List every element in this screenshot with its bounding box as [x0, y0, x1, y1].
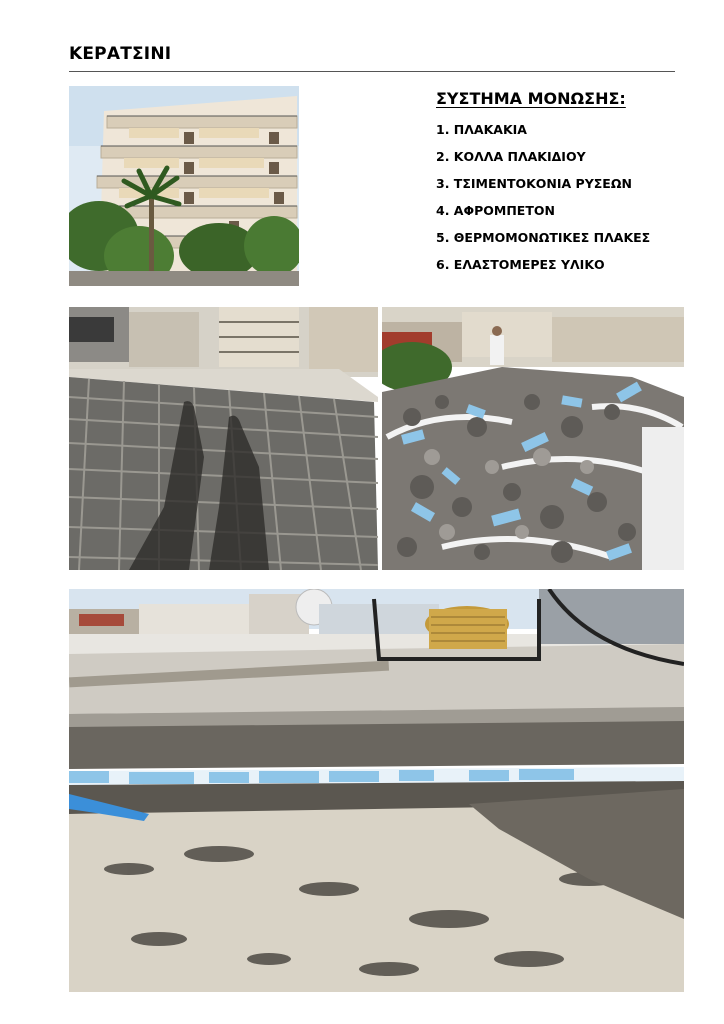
system-layers-list [436, 122, 686, 284]
list-item: 4. ΑΦΡΟΜΠΕΤΟΝ [436, 203, 555, 218]
list-item: 3. ΤΣΙΜΕΝΤΟΚΟΝΙΑ ΡΥΣΕΩΝ [436, 176, 632, 191]
list-item: 1. ΠΛΑΚΑΚΙΑ [436, 122, 527, 137]
list-item: 5. ΘΕΡΜΟΜΟΝΩΤΙΚΕΣ ΠΛΑΚΕΣ [436, 230, 651, 245]
roof-section-photo [69, 589, 684, 992]
list-item: 6. ΕΛΑΣΤΟΜΕΡΕΣ ΥΛΙΚΟ [436, 257, 605, 272]
page-title: ΚΕΡΑΤΣΙΝΙ [69, 44, 172, 64]
building-photo [69, 86, 299, 286]
debris-bags-photo [382, 307, 684, 570]
insulation-system [436, 89, 686, 284]
tiled-roof-photo [69, 307, 378, 570]
system-heading: ΣΥΣΤΗΜΑ ΜΟΝΩΣΗΣ: [436, 89, 626, 108]
list-item: 2. ΚΟΛΛΑ ΠΛΑΚΙΔΙΟΥ [436, 149, 586, 164]
title-rule [69, 71, 675, 72]
